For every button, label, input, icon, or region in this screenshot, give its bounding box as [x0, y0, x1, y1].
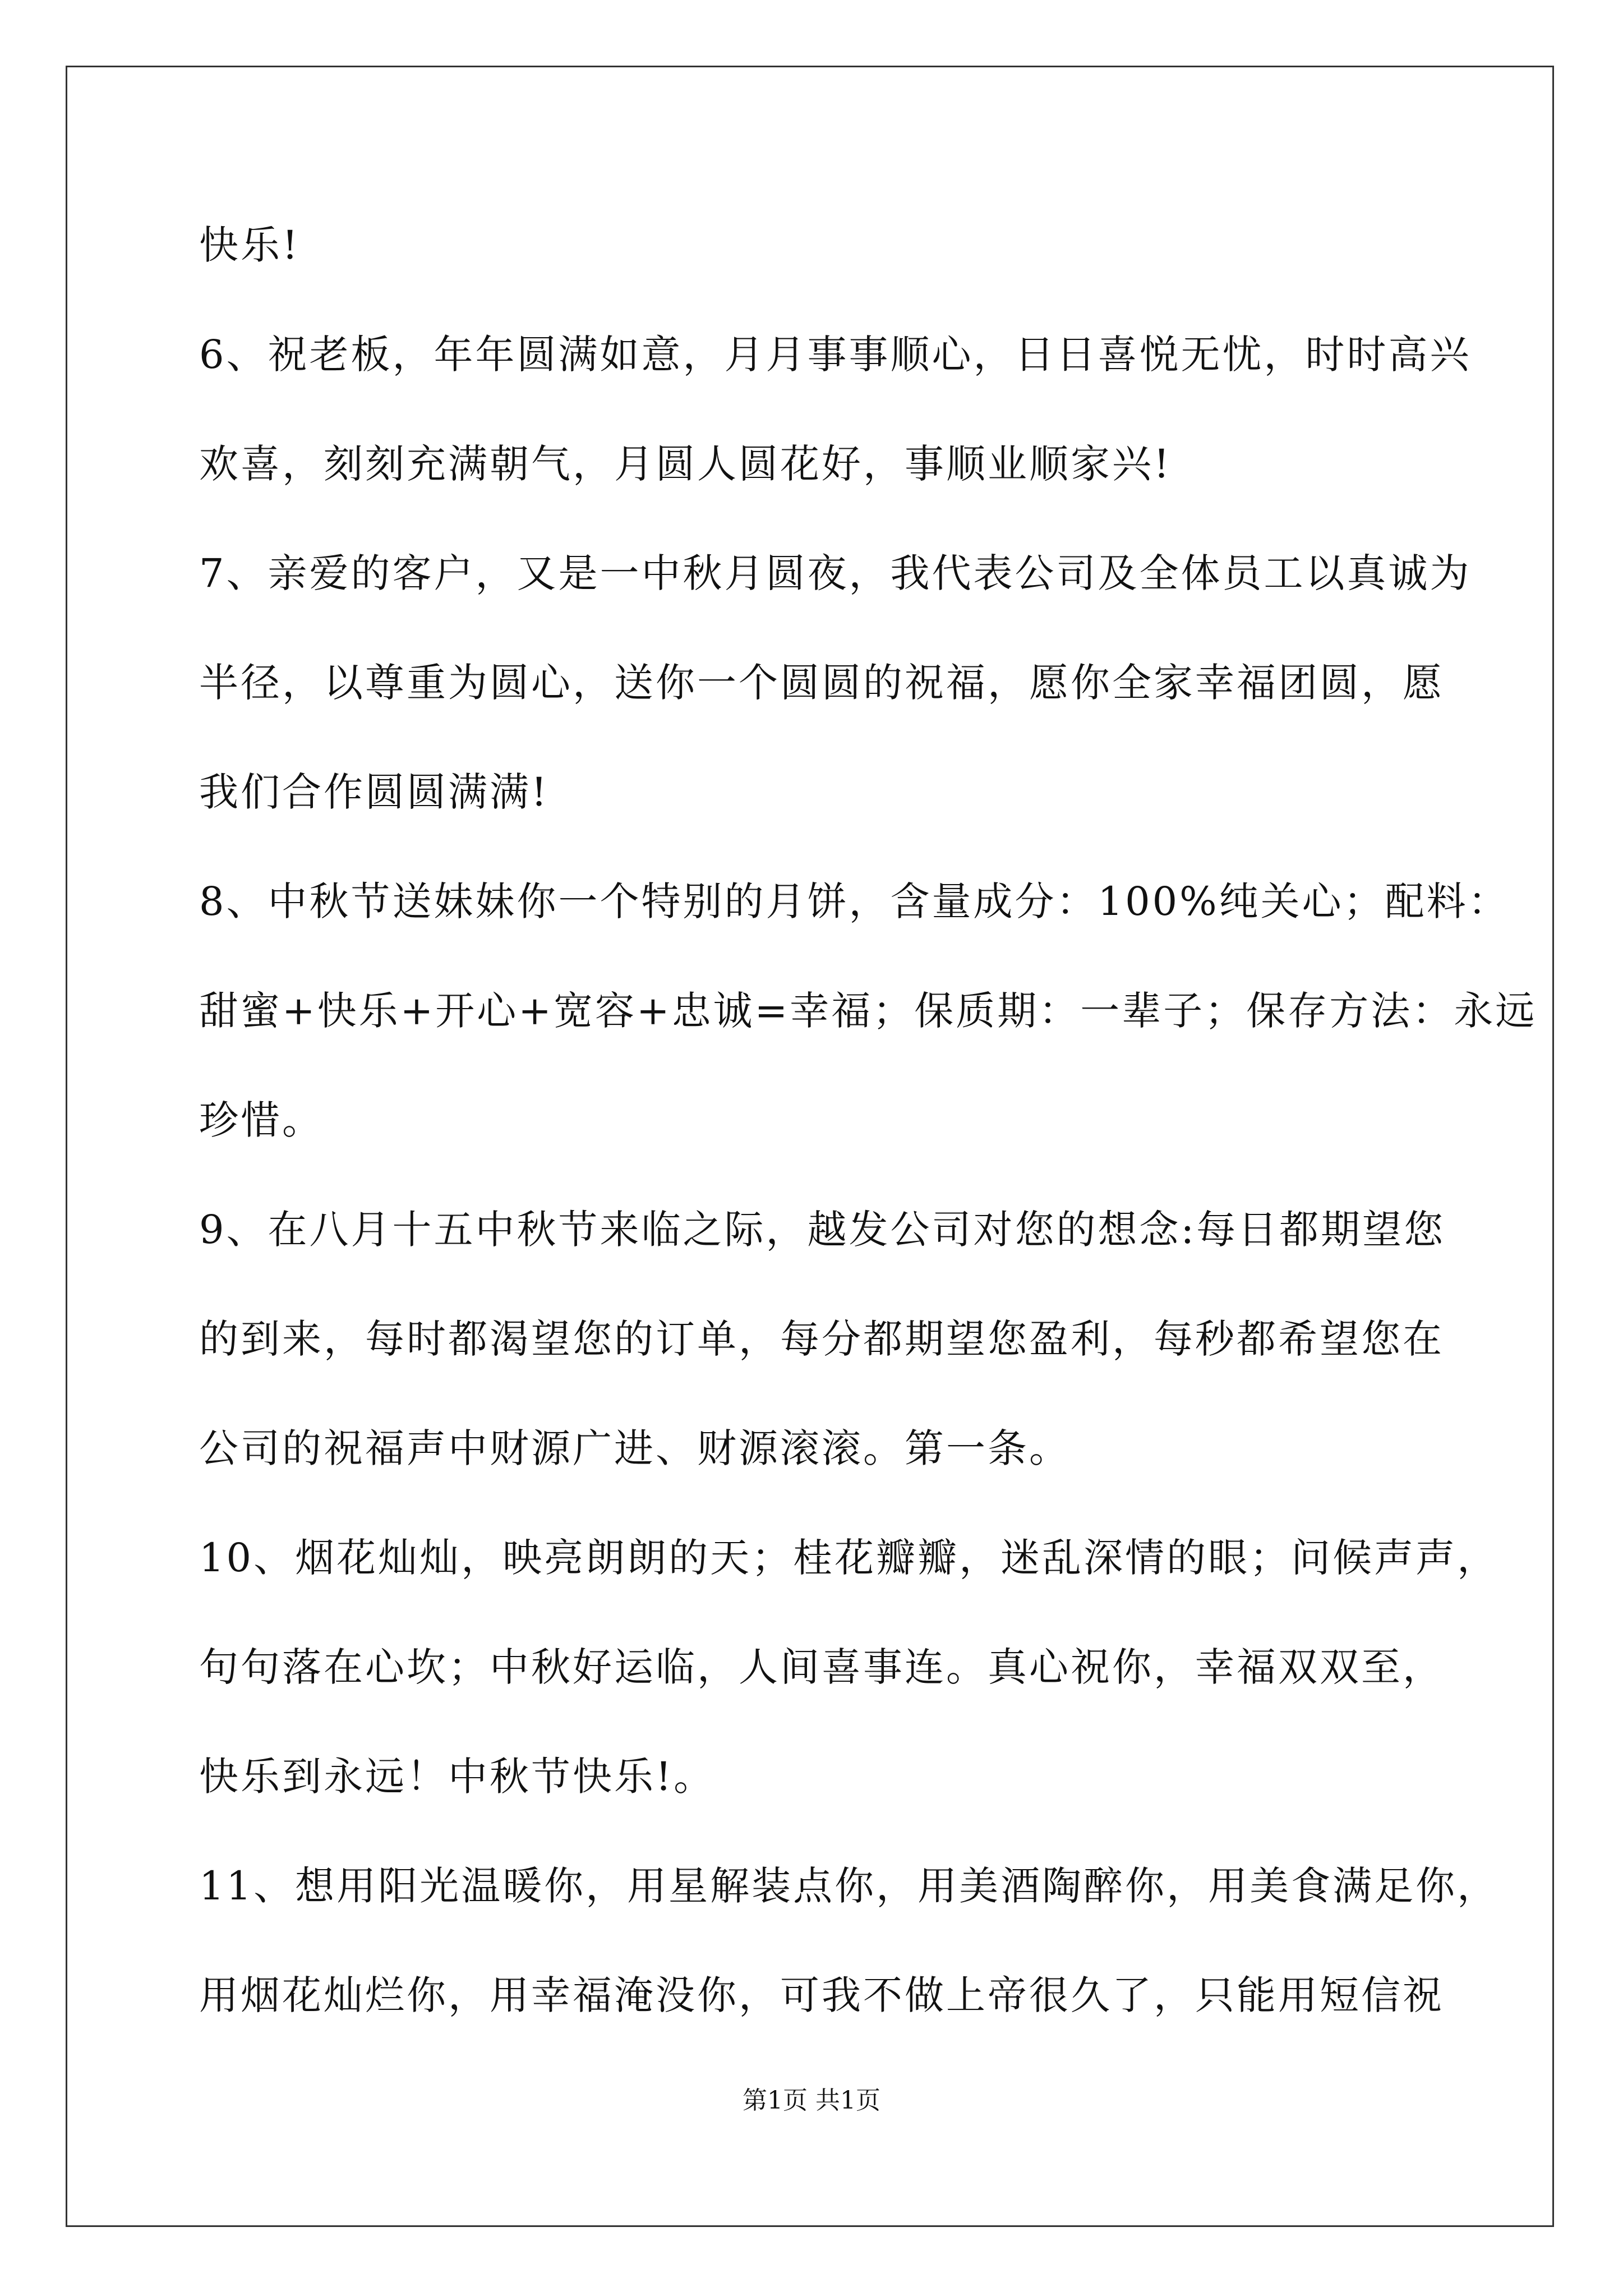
text-line: 10、烟花灿灿，映亮朗朗的天；桂花瓣瓣，迷乱深情的眼；问候声声，	[199, 1535, 1499, 1581]
text-line: 欢喜，刻刻充满朝气，月圆人圆花好，事顺业顺家兴!	[199, 441, 1172, 487]
page-footer: 第1页 共1页	[743, 2086, 880, 2115]
text-line: 甜蜜+快乐+开心+宽容+忠诚=幸福；保质期：一辈子；保存方法：永远	[199, 988, 1537, 1034]
text-line: 公司的祝福声中财源广进、财源滚滚。第一条。	[199, 1425, 1071, 1471]
text-line: 11、想用阳光温暖你，用星解装点你，用美酒陶醉你，用美食满足你，	[199, 1863, 1499, 1909]
text-line: 快乐到永远！中秋节快乐!。	[199, 1754, 716, 1800]
text-line: 句句落在心坎；中秋好运临，人间喜事连。真心祝你，幸福双双至，	[199, 1644, 1444, 1690]
text-line: 快乐!	[199, 222, 301, 268]
text-line: 8、中秋节送妹妹你一个特别的月饼，含量成分：100%纯关心；配料：	[199, 878, 1510, 924]
text-line: 我们合作圆圆满满!	[199, 769, 550, 815]
text-line: 用烟花灿烂你，用幸福淹没你，可我不做上帝很久了，只能用短信祝	[199, 1972, 1444, 2018]
text-line: 珍惜。	[199, 1097, 324, 1143]
text-line: 半径，以尊重为圆心，送你一个圆圆的祝福，愿你全家幸福团圆，愿	[199, 660, 1444, 706]
text-line: 7、亲爱的客户，又是一中秋月圆夜，我代表公司及全体员工以真诚为	[199, 550, 1472, 596]
text-line: 的到来，每时都渴望您的订单，每分都期望您盈利，每秒都希望您在	[199, 1316, 1444, 1362]
document-body	[199, 211, 1537, 2071]
text-line: 6、祝老板，年年圆满如意，月月事事顺心，日日喜悦无忧，时时高兴	[199, 332, 1472, 378]
text-line: 9、在八月十五中秋节来临之际，越发公司对您的想念:每日都期望您	[199, 1207, 1446, 1253]
